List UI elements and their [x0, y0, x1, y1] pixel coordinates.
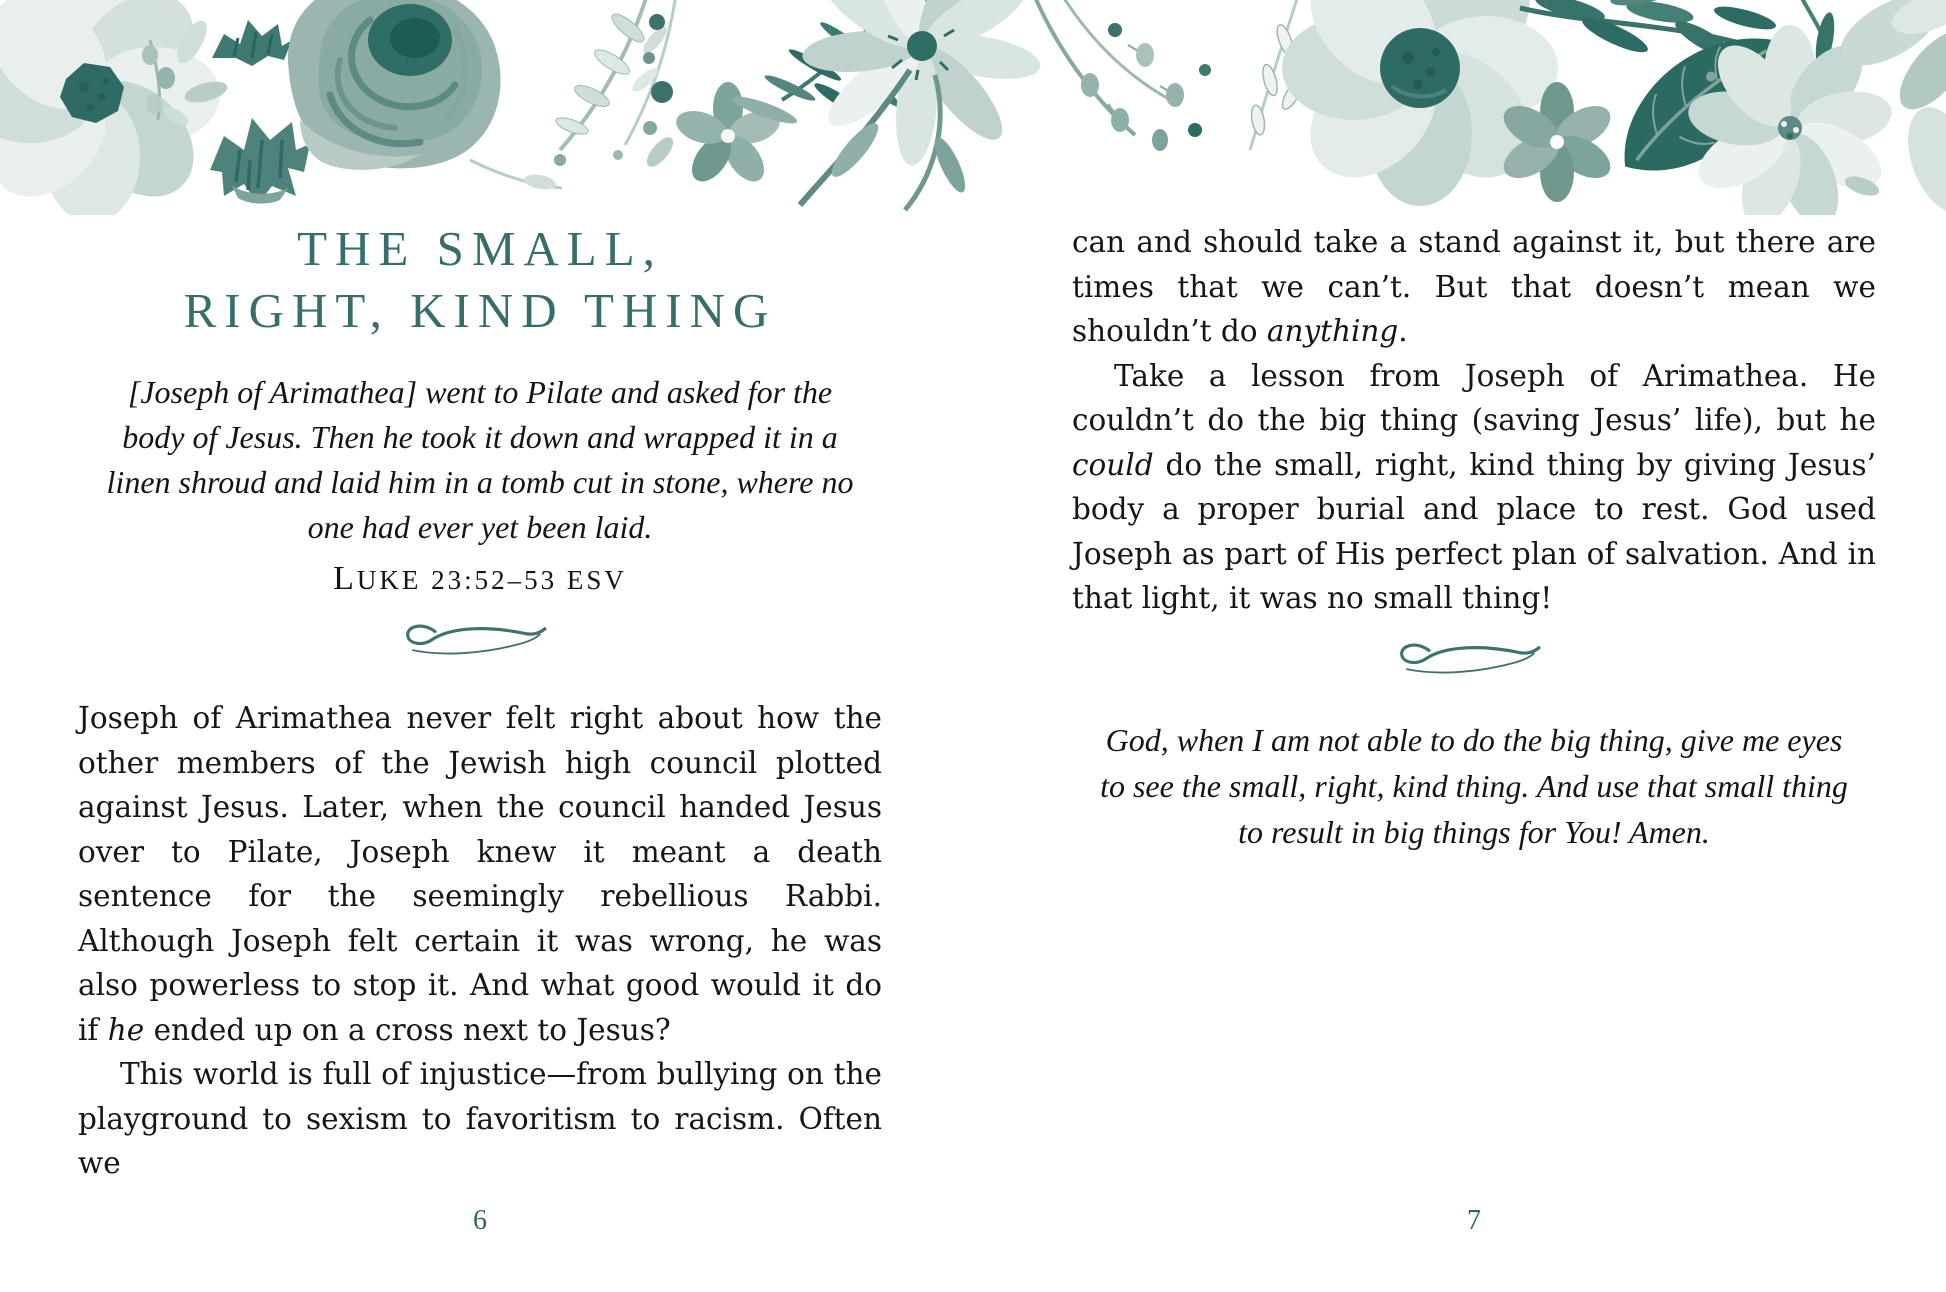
- swash-divider-icon: [78, 622, 882, 668]
- paragraph-text: do the small, right, kind thing by giving Jesus’ body a proper burial and place to rest. God used Joseph as part of His perfect plan of salvation. And in that light, it was no small thing!: [1072, 447, 1876, 615]
- paragraph-text: Take a lesson from Joseph of Arimathea. He couldn’t do the big thing (saving Jesus’ life), but he: [1072, 358, 1876, 437]
- emphasized-word: he: [107, 1012, 145, 1047]
- body-paragraph-1: [78, 696, 882, 1052]
- page-number-left: 6: [473, 1205, 487, 1236]
- swash-divider-icon: [1072, 641, 1876, 687]
- paragraph-text: Joseph of Arimathea never felt right about how the other members of the Jewish high council plotted against Jesus. Later, when the council handed Jesus over to Pilate, Joseph knew it meant a death sentence for the seemingly rebellious Rabbi. Although Joseph felt certain it was wrong, he was also powerless to stop it. And what good would it do if: [78, 701, 882, 1047]
- page-left: [78, 0, 882, 1292]
- scripture-reference: LUKE 23:52–53 ESV: [333, 560, 627, 597]
- chapter-title-line-1: THE SMALL,: [297, 221, 663, 276]
- emphasized-word: could: [1072, 447, 1154, 482]
- scripture-quote: [Joseph of Arimathea] went to Pilate and asked for the body of Jesus. Then he took it down and wrapped it in a linen shroud and laid him in a tomb cut in stone, where no one had ever yet been laid.: [106, 374, 854, 545]
- paragraph-text: ended up on a cross next to Jesus?: [144, 1012, 671, 1047]
- page-right: [1072, 0, 1876, 1292]
- paragraph-text: .: [1398, 314, 1408, 348]
- emphasized-word: anything: [1266, 314, 1399, 348]
- chapter-title-line-2: RIGHT, KIND THING: [183, 283, 777, 338]
- chapter-title: [78, 218, 882, 342]
- page-number-right: 7: [1467, 1205, 1481, 1236]
- body-paragraph-2: This world is full of injustice—from bullying on the playground to sexism to favoritism to racism. Often we: [78, 1057, 882, 1180]
- paragraph-text: can and should take a stand against it, but there are times that we can’t. But that doesn’t mean we shouldn’t do: [1072, 225, 1876, 348]
- body-paragraph-4: [1072, 354, 1876, 621]
- closing-prayer: God, when I am not able to do the big thing, give me eyes to see the small, right, kind thing. And use that small thing to result in big things for You! Amen.: [1100, 721, 1848, 850]
- body-paragraph-3: [1072, 220, 1876, 354]
